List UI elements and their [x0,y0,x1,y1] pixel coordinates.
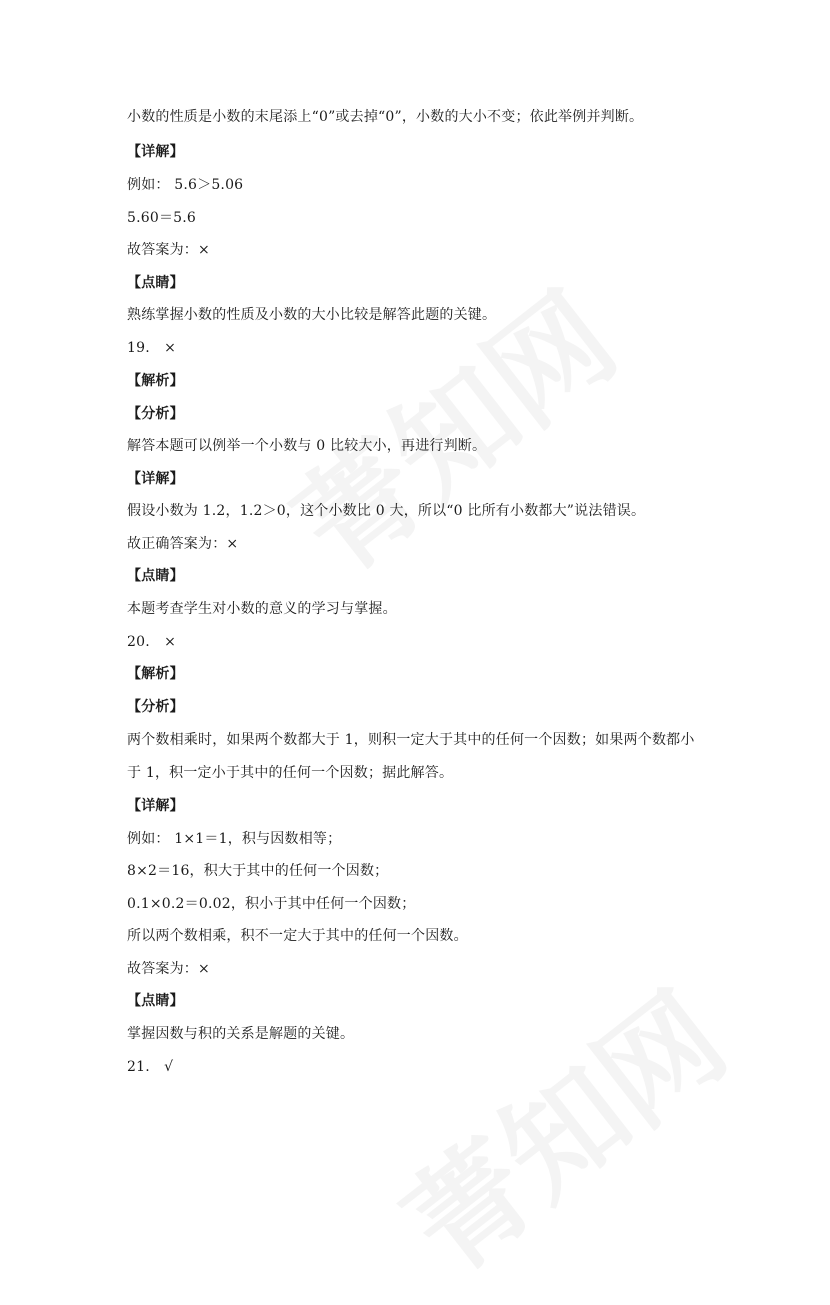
text-line: 本题考查学生对小数的意义的学习与掌握。 [127,601,397,617]
text-line: 例如： 5.6＞5.06 [127,177,244,193]
text-line: 假设小数为 1.2，1.2＞0，这个小数比 0 大，所以“0 比所有小数都大”说法错误。 [127,503,646,519]
text-line: 两个数相乘时，如果两个数都大于 1，则积一定大于其中的任何一个因数；如果两个数都小 [127,732,695,748]
text-line: 解答本题可以例举一个小数与 0 比较大小，再进行判断。 [127,438,487,454]
text-line: 掌握因数与积的关系是解题的关键。 [127,1026,355,1042]
section-heading-tip: 【点睛】 [127,993,184,1009]
text-line: 于 1，积一定小于其中的任何一个因数；据此解答。 [127,765,454,781]
text-line: 所以两个数相乘，积不一定大于其中的任何一个因数。 [127,928,468,944]
section-heading-explain: 【分析】 [127,406,184,422]
answer-line: 故答案为：× [127,242,210,258]
watermark [255,247,645,604]
text-line: 小数的性质是小数的末尾添上“0”或去掉“0”，小数的大小不变；依此举例并判断。 [127,109,644,125]
text-line: 8×2＝16，积大于其中的任何一个因数； [127,863,389,879]
section-heading-detail: 【详解】 [127,144,184,160]
answer-line: 故答案为：× [127,961,210,977]
text-line: 例如： 1×1＝1，积与因数相等； [127,831,342,847]
section-heading-detail: 【详解】 [127,798,184,814]
question-number: 21. √ [127,1059,174,1075]
answer-line: 故正确答案为：× [127,536,239,552]
question-number: 19. × [127,340,176,356]
section-heading-analysis: 【解析】 [127,666,184,682]
section-heading-tip: 【点睛】 [127,568,184,584]
section-heading-explain: 【分析】 [127,699,184,715]
watermark-bottom [365,947,755,1304]
question-number: 20. × [127,634,176,650]
section-heading-detail: 【详解】 [127,471,184,487]
section-heading-analysis: 【解析】 [127,373,184,389]
text-line: 0.1×0.2＝0.02，积小于其中任何一个因数； [127,896,416,912]
section-heading-tip: 【点睛】 [127,275,184,291]
text-line: 5.60＝5.6 [127,210,197,226]
text-line: 熟练掌握小数的性质及小数的大小比较是解答此题的关键。 [127,307,497,323]
